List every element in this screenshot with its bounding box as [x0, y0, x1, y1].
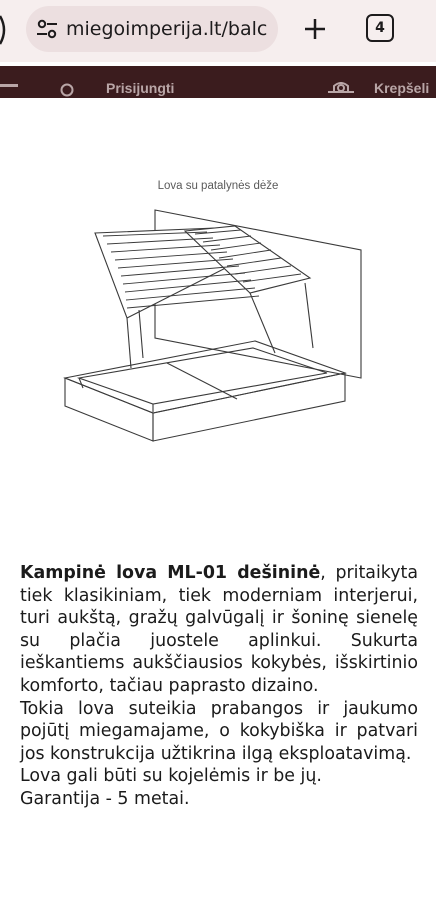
description-intro: , pritaikyta tiek klasikiniam, tiek moderniam interjerui, turi aukštą, gražų galvūgalį ir šoninę sienelę su plačia juostele aplinkui. Sukurta ieškantiems aukščiausios kokybės, išskirtinio komforto, tačiau paprasto dizaino. — [20, 563, 418, 696]
tab-count: 4 — [375, 20, 385, 36]
image-caption: Lova su patalynės dėže — [157, 180, 279, 192]
address-bar[interactable] — [26, 6, 278, 52]
cart-link[interactable]: Krepšeli — [374, 80, 430, 96]
plus-icon — [304, 18, 326, 40]
description-paragraph-3: Lova gali būti su kojelėmis ir be jų. — [20, 766, 322, 787]
menu-icon[interactable] — [0, 84, 18, 87]
tab-switcher-button[interactable] — [366, 14, 394, 42]
search-icon[interactable] — [60, 83, 76, 98]
bed-storage-drawing — [55, 198, 365, 458]
product-name: Kampinė lova ML-01 dešininė — [20, 563, 321, 583]
description-paragraph-4: Garantija - 5 metai. — [20, 788, 190, 809]
cart-icon[interactable] — [326, 82, 356, 98]
back-edge-icon[interactable] — [0, 12, 14, 48]
product-description — [20, 562, 418, 811]
description-paragraph-2: Tokia lova suteikia prabangos ir jaukumo pojūtį miegamajame, o kokybiška ir patvari jos konstrukcija užtikrina ilgą eksploatavimą. — [20, 698, 418, 764]
site-header — [0, 66, 436, 98]
description-paragraph-1 — [20, 562, 418, 698]
url-text: miegoimperija.lt/balc — [66, 18, 268, 40]
new-tab-button[interactable] — [296, 10, 334, 48]
login-link[interactable]: Prisijungti — [106, 80, 175, 96]
browser-toolbar — [0, 0, 436, 62]
site-settings-icon[interactable] — [36, 18, 58, 40]
